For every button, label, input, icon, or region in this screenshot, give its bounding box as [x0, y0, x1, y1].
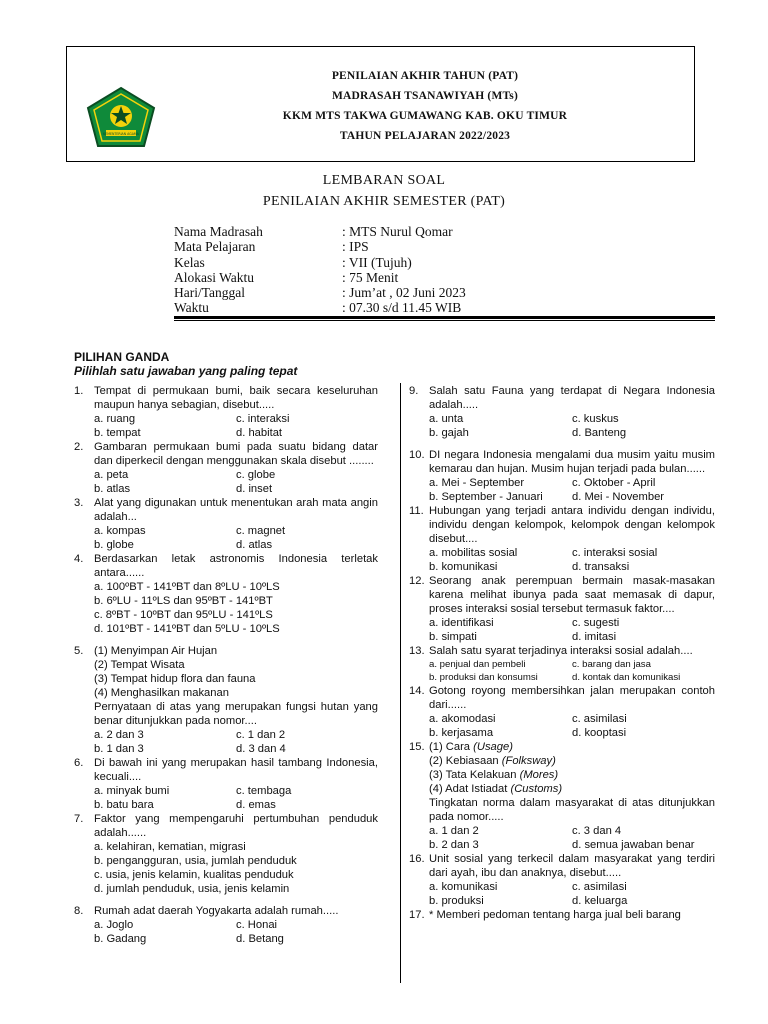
question-2	[74, 440, 378, 496]
options	[429, 476, 715, 504]
question-number: 13.	[409, 645, 425, 657]
options	[429, 616, 715, 644]
header-rule-thick	[174, 316, 715, 319]
question-stem: Faktor yang mempengaruhi pertumbuhan penduduk adalah......	[94, 813, 378, 839]
question-stem: Salah satu syarat terjadinya interaksi sosial adalah....	[429, 645, 693, 657]
option-d: d. jumlah penduduk, usia, jenis kelamin	[94, 883, 290, 895]
option-c: c. kuskus	[572, 413, 619, 425]
option-d: d. habitat	[236, 427, 283, 439]
identity-label: Mata Pelajaran	[174, 239, 256, 255]
options	[94, 784, 378, 812]
identity-row	[174, 270, 466, 285]
question-number: 10.	[409, 449, 425, 461]
question-stem: DI negara Indonesia mengalami dua musim yaitu musim kemarau dan hujan. Musim hujan terjadi pada bulan......	[429, 449, 715, 475]
identity-table	[174, 224, 466, 316]
question-10	[409, 448, 715, 504]
question-14	[409, 684, 715, 740]
identity-row	[174, 239, 466, 254]
option-c: c. 3 dan 4	[572, 825, 622, 837]
options	[94, 468, 378, 496]
option-b: b. batu bara	[94, 799, 154, 811]
option-d: d. kooptasi	[572, 727, 627, 739]
question-7	[74, 812, 378, 896]
question-number: 3.	[74, 497, 84, 509]
option-c: c. asimilasi	[572, 713, 627, 725]
options	[94, 840, 378, 896]
option-a: a. minyak bumi	[94, 785, 170, 797]
options	[94, 728, 378, 756]
option-b: b. kerjasama	[429, 727, 494, 739]
question-number: 11.	[409, 505, 424, 517]
option-d: d. 101ºBT - 141ºBT dan 5ºLU - 10ºLS	[94, 623, 280, 635]
identity-row	[174, 285, 466, 300]
statement-2: (2) Tempat Wisata	[94, 659, 185, 671]
option-a: a. 1 dan 2	[429, 825, 479, 837]
option-d: d. keluarga	[572, 895, 628, 907]
option-a: a. ruang	[94, 413, 136, 425]
option-a: a. komunikasi	[429, 881, 498, 893]
question-stem: Gotong royong membersihkan jalan merupakan contoh dari......	[429, 685, 715, 711]
header-line-4: TAHUN PELAJARAN 2022/2023	[339, 130, 511, 142]
option-d: d. kontak dan komunikasi	[572, 672, 681, 683]
question-stem: Di bawah ini yang merupakan hasil tambang Indonesia, kecuali....	[94, 757, 378, 783]
options	[429, 880, 715, 908]
option-d: d. Banteng	[572, 427, 627, 439]
statement-1: (1) Menyimpan Air Hujan	[94, 645, 218, 657]
identity-value: : 75 Menit	[342, 269, 399, 285]
option-a: a. kelahiran, kematian, migrasi	[94, 841, 246, 853]
option-a: a. akomodasi	[429, 713, 496, 725]
option-a: a. kompas	[94, 525, 146, 537]
options	[94, 524, 378, 552]
question-number: 17.	[409, 909, 425, 921]
option-c: c. globe	[236, 469, 276, 481]
kemenag-logo	[86, 86, 156, 148]
option-b: b. produksi dan konsumsi	[429, 672, 538, 683]
option-a: a. mobilitas sosial	[429, 547, 518, 559]
option-d: d. transaksi	[572, 561, 630, 573]
question-stem: * Memberi pedoman tentang harga jual beli barang	[429, 909, 681, 921]
section-instruction: Pilihlah satu jawaban yang paling tepat	[74, 364, 298, 378]
statement-4: (4) Menghasilkan makanan	[94, 687, 229, 699]
options	[94, 918, 378, 946]
header-text	[230, 66, 620, 146]
option-b: b. simpati	[429, 631, 477, 643]
question-stem: Salah satu Fauna yang terdapat di Negara Indonesia adalah.....	[429, 385, 715, 411]
option-c: c. Oktober - April	[572, 477, 656, 489]
option-d: d. Betang	[236, 933, 284, 945]
header-line-1: PENILAIAN AKHIR TAHUN (PAT)	[331, 70, 519, 82]
options	[429, 658, 715, 684]
option-d: d. emas	[236, 799, 276, 811]
statement-2: (2) Kebiasaan (Folksway)	[429, 755, 556, 767]
question-3	[74, 496, 378, 552]
identity-row	[174, 224, 466, 239]
option-b: b. komunikasi	[429, 561, 498, 573]
statement-3: (3) Tata Kelakuan (Mores)	[429, 769, 559, 781]
question-13	[409, 644, 715, 684]
question-4	[74, 552, 378, 636]
question-5	[74, 644, 378, 756]
column-divider	[400, 383, 401, 983]
options	[429, 824, 715, 852]
identity-value: : 07.30 s/d 11.45 WIB	[342, 300, 462, 316]
option-d: d. atlas	[236, 539, 273, 551]
question-number: 14.	[409, 685, 425, 697]
option-a: a. Mei - September	[429, 477, 525, 489]
question-stem: Unit sosial yang terkecil dalam masyarakat yang terdiri dari ayah, ibu dan anaknya, disebut.....	[429, 853, 715, 879]
question-stem: Gambaran permukaan bumi pada suatu bidang datar dan diperkecil dengan menggunakan skala disebut ........	[94, 441, 378, 467]
identity-label: Kelas	[174, 254, 205, 270]
question-stem: Rumah adat daerah Yogyakarta adalah rumah.....	[94, 905, 339, 917]
doc-title-2: PENILAIAN AKHIR SEMESTER (PAT)	[262, 194, 506, 209]
doc-title-1: LEMBARAN SOAL	[322, 173, 446, 188]
option-c: c. asimilasi	[572, 881, 627, 893]
question-8	[74, 904, 378, 946]
option-b: b. pengangguran, usia, jumlah penduduk	[94, 855, 297, 867]
option-a: a. identifikasi	[429, 617, 494, 629]
statement-1: (1) Cara (Usage)	[429, 741, 513, 753]
question-stem: Berdasarkan letak astronomis Indonesia terletak antara......	[94, 553, 378, 579]
question-number: 16.	[409, 853, 425, 865]
question-number: 8.	[74, 905, 84, 917]
option-a: a. penjual dan pembeli	[429, 659, 526, 670]
option-c: c. barang dan jasa	[572, 659, 651, 670]
option-c: c. sugesti	[572, 617, 620, 629]
question-stem: Seorang anak perempuan bermain masak-masakan karena melihat ibunya pada saat memasak di dapur, proses interaksi sosial tersebut termasuk faktor....	[429, 575, 715, 615]
option-b: b. 1 dan 3	[94, 743, 144, 755]
identity-label: Alokasi Waktu	[174, 269, 255, 285]
options	[429, 546, 715, 574]
option-d: d. semua jawaban benar	[572, 839, 695, 851]
option-c: c. interaksi	[236, 413, 290, 425]
question-number: 15.	[409, 741, 425, 753]
option-c: c. 1 dan 2	[236, 729, 286, 741]
option-c: c. 8ºBT - 10ºBT dan 95ºLU - 141ºLS	[94, 609, 273, 621]
question-number: 4.	[74, 553, 84, 565]
question-1	[74, 384, 378, 440]
header-rule-thin	[174, 320, 715, 321]
option-d: d. 3 dan 4	[236, 743, 286, 755]
statement-4: (4) Adat Istiadat (Customs)	[429, 783, 563, 795]
question-17	[409, 908, 715, 922]
option-d: d. inset	[236, 483, 273, 495]
question-number: 9.	[409, 385, 419, 397]
question-6	[74, 756, 378, 812]
identity-label: Nama Madrasah	[174, 224, 263, 239]
option-b: b. 2 dan 3	[429, 839, 479, 851]
identity-row	[174, 300, 466, 315]
identity-value: : Jum’at , 02 Juni 2023	[342, 285, 466, 301]
options	[94, 412, 378, 440]
option-b: b. produksi	[429, 895, 484, 907]
question-number: 12.	[409, 575, 425, 587]
header-line-3: KKM MTS TAKWA GUMAWANG KAB. OKU TIMUR	[282, 110, 568, 122]
statement-3: (3) Tempat hidup flora dan fauna	[94, 673, 256, 685]
option-c: c. usia, jenis kelamin, kualitas penduduk	[94, 869, 294, 881]
identity-label: Hari/Tanggal	[174, 285, 246, 301]
option-c: c. Honai	[236, 919, 278, 931]
svg-text:KEMENTERIAN AGAMA: KEMENTERIAN AGAMA	[103, 132, 139, 136]
option-b: b. atlas	[94, 483, 131, 495]
option-b: b. globe	[94, 539, 134, 551]
question-9	[409, 384, 715, 440]
option-b: b. tempat	[94, 427, 141, 439]
option-d: d. imitasi	[572, 631, 617, 643]
identity-value: : MTS Nurul Qomar	[342, 224, 453, 239]
option-c: c. magnet	[236, 525, 286, 537]
question-16	[409, 852, 715, 908]
options	[429, 412, 715, 440]
question-stem: Pernyataan di atas yang merupakan fungsi hutan yang benar ditunjukkan pada nomor....	[94, 701, 378, 727]
header-line-2: MADRASAH TSANAWIYAH (MTs)	[331, 90, 519, 102]
identity-row	[174, 255, 466, 270]
option-c: c. interaksi sosial	[572, 547, 658, 559]
identity-value: : IPS	[342, 239, 369, 255]
question-15	[409, 740, 715, 852]
question-number: 7.	[74, 813, 84, 825]
options	[94, 580, 378, 636]
question-number: 5.	[74, 645, 84, 657]
option-a: a. 2 dan 3	[94, 729, 144, 741]
question-stem: Alat yang digunakan untuk menentukan arah mata angin adalah...	[94, 497, 378, 523]
option-c: c. tembaga	[236, 785, 292, 797]
option-b: b. 6ºLU - 11ºLS dan 95ºBT - 141ºBT	[94, 595, 273, 607]
question-number: 6.	[74, 757, 84, 769]
question-11	[409, 504, 715, 574]
identity-value: : VII (Tujuh)	[342, 254, 412, 270]
question-stem: Tingkatan norma dalam masyarakat di atas ditunjukkan pada nomor.....	[429, 797, 715, 823]
option-a: a. peta	[94, 469, 129, 481]
section-title: PILIHAN GANDA	[74, 350, 170, 364]
option-b: b. gajah	[429, 427, 469, 439]
question-number: 1.	[74, 385, 84, 397]
option-a: a. unta	[429, 413, 464, 425]
option-b: b. September - Januari	[429, 491, 543, 503]
question-stem: Tempat di permukaan bumi, baik secara keseluruhan maupun hanya sebagian, disebut.....	[94, 385, 378, 411]
identity-label: Waktu	[174, 300, 209, 316]
right-column	[409, 384, 715, 922]
left-column	[74, 384, 378, 946]
question-number: 2.	[74, 441, 84, 453]
option-b: b. Gadang	[94, 933, 147, 945]
question-stem: Hubungan yang terjadi antara individu dengan individu, individu dengan kelompok, kelompok dengan kelompok disebut....	[429, 505, 715, 545]
options	[429, 712, 715, 740]
option-a: a. 100ºBT - 141ºBT dan 8ºLU - 10ºLS	[94, 581, 280, 593]
question-12	[409, 574, 715, 644]
option-a: a. Joglo	[94, 919, 134, 931]
option-d: d. Mei - November	[572, 491, 665, 503]
